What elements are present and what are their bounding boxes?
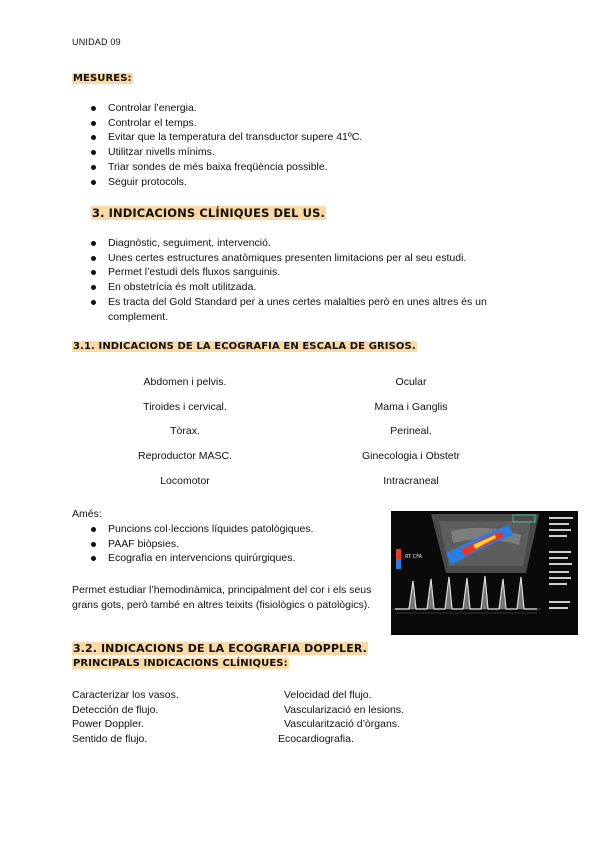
list-item: Controlar l’energia. [89, 101, 529, 116]
list-item: Ecocardiografia. [278, 732, 354, 745]
list-item: Power Doppler. [72, 718, 144, 731]
hemodynamics-paragraph: Permet estudiar l’hemodinàmica, principalment del cor i els seus grans gots, però també en altres teixits (fisiològics o patològics). [72, 584, 372, 611]
list-item: Ecografia en intervencions quirúrgiques. [89, 551, 369, 566]
grayscale-indication-left: Tiroides i cervical. [143, 401, 227, 413]
grayscale-indication-right: Ocular [395, 376, 427, 388]
list-item: Caracterizar los vasos. [72, 689, 179, 701]
list-item: Permet l’estudi dels fluxos sanguinis. [89, 265, 519, 280]
grayscale-indication-left: Abdomen i pelvis. [143, 376, 227, 388]
overlay-label: RT CFA [405, 554, 423, 560]
doppler-indications-right [278, 688, 404, 746]
section-3-1-heading: 3.1. INDICACIONS DE LA ECOGRAFIA EN ESCALA DE GRISOS. [73, 341, 416, 352]
grayscale-indication-right: Mama i Ganglis [374, 401, 448, 413]
list-item: Seguir protocols. [89, 175, 529, 190]
doppler-ultrasound-image [391, 511, 578, 635]
list-item: Vascularització d’òrgans. [284, 718, 400, 731]
list-item: Velocidad del flujo. [284, 689, 372, 701]
grayscale-indication-right: Ginecologia i Obstetr [361, 450, 461, 462]
list-item: Evitar que la temperatura del transductor supere 41ºC. [89, 130, 529, 145]
section-3-2-subheading: PRINCIPALS INDICACIONS CLÍNIQUES: [73, 658, 288, 669]
list-item: Detección de flujo. [72, 703, 159, 716]
grayscale-indication-left: Reproductor MASC. [138, 450, 232, 462]
section-3-heading: 3. INDICACIONS CLÍNIQUES DEL US. [92, 206, 325, 220]
list-item: Sentido de flujo. [72, 732, 148, 745]
grayscale-indication-left: Locomotor [160, 475, 210, 487]
list-item: Es tracta del Gold Standard per a unes certes malalties però en unes altres és un complement. [89, 295, 519, 324]
mesures-heading: MESURES: [73, 73, 132, 84]
list-item: Puncions col·leccions líquides patològiques. [89, 522, 369, 537]
doppler-indications-left [72, 688, 179, 746]
list-item: Diagnòstic, seguiment, intervenció. [89, 236, 519, 251]
mesures-list [89, 101, 529, 189]
section-3-2-heading: 3.2. INDICACIONS DE LA ECOGRAFIA DOPPLER. [73, 642, 367, 655]
list-item: Triar sondes de més baixa freqüència possible. [89, 160, 529, 175]
list-item: En obstetrícia és molt utilitzada. [89, 280, 519, 295]
list-item: PAAF biòpsies. [89, 537, 369, 552]
grayscale-indication-left: Tòrax. [170, 425, 200, 437]
list-item: Utilitzar nivells mínims. [89, 145, 529, 160]
section-3-list [89, 236, 519, 324]
list-item: Vascularizació en lesions. [284, 703, 405, 716]
ames-list [89, 522, 369, 566]
list-item: Controlar el temps. [89, 116, 529, 131]
list-item: Unes certes estructures anatòmiques presenten limitacions per al seu estudi. [89, 251, 519, 266]
grayscale-indication-right: Perineal. [390, 425, 432, 437]
ames-label: Amés: [72, 508, 102, 520]
unit-label: UNIDAD 09 [72, 37, 121, 47]
grayscale-indication-right: Intracraneal [383, 475, 439, 487]
